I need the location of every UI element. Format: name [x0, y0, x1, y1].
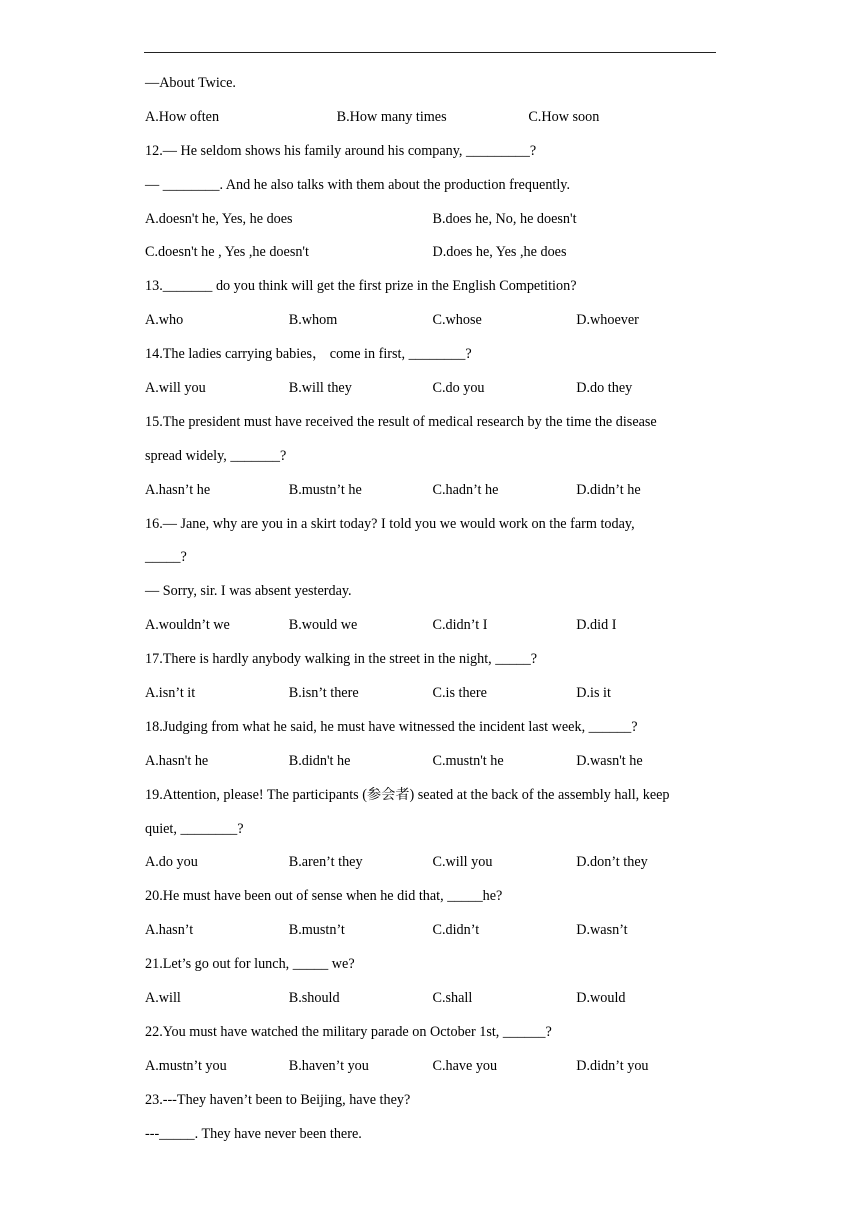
answer-option: A.mustn’t you — [145, 1057, 227, 1074]
answer-option: C.hadn’t he — [432, 481, 499, 498]
answer-option: A.doesn't he, Yes, he does — [145, 210, 293, 227]
answer-option: D.did I — [576, 617, 617, 634]
answer-option: C.do you — [432, 380, 485, 397]
answer-option: B.does he, No, he doesn't — [432, 210, 577, 227]
answer-option: B.haven’t you — [288, 1057, 369, 1074]
answer-options-row — [145, 917, 720, 951]
question-text-line: 14.The ladies carrying babies， come in first, ________? — [145, 346, 472, 363]
answer-option: B.whom — [288, 312, 338, 329]
answer-option: A.isn’t it — [145, 685, 196, 702]
question-text-line: 20.He must have been out of sense when he did that, _____he? — [145, 888, 503, 905]
answer-option: C.shall — [432, 990, 473, 1007]
question-text-line: 21.Let’s go out for lunch, _____ we? — [145, 956, 355, 973]
answer-option: B.How many times — [336, 108, 447, 125]
answer-option: B.will they — [288, 380, 352, 397]
answer-options-row — [145, 612, 720, 646]
answer-option: B.didn't he — [288, 752, 351, 769]
answer-option: A.hasn't he — [145, 752, 209, 769]
answer-options-row — [145, 375, 720, 409]
answer-option: C.mustn't he — [432, 752, 504, 769]
question-text-line: 15.The president must have received the result of medical research by the time the disease — [145, 413, 657, 430]
answer-options-row — [145, 104, 720, 138]
question-text-line: spread widely, _______? — [145, 447, 287, 464]
answer-options-row — [145, 477, 720, 511]
answer-option: B.isn’t there — [288, 685, 359, 702]
answer-options-row — [145, 239, 720, 273]
answer-options-row — [145, 985, 720, 1019]
answer-option: D.would — [576, 990, 626, 1007]
question-text-line: 13._______ do you think will get the first prize in the English Competition? — [145, 278, 577, 295]
answer-options-row — [145, 748, 720, 782]
question-text-line: 12.— He seldom shows his family around his company, _________? — [145, 142, 537, 159]
header-rule — [144, 52, 716, 53]
question-text-line: — ________. And he also talks with them about the production frequently. — [145, 176, 571, 193]
answer-option: A.will — [145, 990, 181, 1007]
answer-option: C.didn’t — [432, 922, 480, 939]
answer-option: D.whoever — [576, 312, 639, 329]
answer-option: B.aren’t they — [288, 854, 363, 871]
answer-options-row — [145, 206, 720, 240]
answer-option: B.mustn’t he — [288, 481, 362, 498]
question-text-line: ---_____. They have never been there. — [145, 1125, 362, 1142]
question-list — [145, 104, 720, 1155]
answer-option: A.will you — [145, 380, 206, 397]
question-text-line: _____? — [145, 549, 187, 566]
answer-option: C.will you — [432, 854, 493, 871]
answer-option: B.mustn’t — [288, 922, 345, 939]
answer-option: C.doesn't he , Yes ,he doesn't — [145, 244, 309, 261]
question-text-line: 17.There is hardly anybody walking in the street in the night, _____? — [145, 651, 538, 668]
question-text-line: 18.Judging from what he said, he must have witnessed the incident last week, ______? — [145, 718, 638, 735]
question-text-line: quiet, ________? — [145, 820, 244, 837]
answer-option: A.who — [145, 312, 184, 329]
answer-option: A.hasn’t he — [145, 481, 211, 498]
answer-option: D.is it — [576, 685, 611, 702]
answer-option: B.would we — [288, 617, 358, 634]
answer-option: C.How soon — [528, 108, 600, 125]
answer-options-row — [145, 680, 720, 714]
question-text-line: 23.---They haven’t been to Beijing, have they? — [145, 1091, 411, 1108]
question-text-line: 16.— Jane, why are you in a skirt today? I told you we would work on the farm today, — [145, 515, 635, 532]
answer-option: D.didn’t you — [576, 1057, 649, 1074]
question-text-line: 22.You must have watched the military parade on October 1st, ______? — [145, 1023, 552, 1040]
answer-option: C.have you — [432, 1057, 498, 1074]
answer-option: D.don’t they — [576, 854, 648, 871]
answer-options-row — [145, 1053, 720, 1087]
answer-line: —About Twice. — [145, 75, 236, 91]
answer-option: C.whose — [432, 312, 482, 329]
document-body — [145, 70, 720, 1155]
answer-option: A.wouldn’t we — [145, 617, 230, 634]
answer-option: A.How often — [145, 108, 220, 125]
question-text-line: 19.Attention, please! The participants (参会者) seated at the back of the assembly hall, keep — [145, 786, 670, 803]
answer-options-row — [145, 849, 720, 883]
answer-option: C.is there — [432, 685, 487, 702]
answer-option: D.wasn’t — [576, 922, 628, 939]
answer-options-row — [145, 307, 720, 341]
answer-option: C.didn’t I — [432, 617, 488, 634]
answer-option: B.should — [288, 990, 340, 1007]
answer-option: A.hasn’t — [145, 922, 194, 939]
answer-option: D.does he, Yes ,he does — [432, 244, 567, 261]
answer-option: D.didn’t he — [576, 481, 641, 498]
answer-option: D.wasn't he — [576, 752, 643, 769]
answer-option: A.do you — [145, 854, 198, 871]
answer-option: D.do they — [576, 380, 633, 397]
question-text-line: — Sorry, sir. I was absent yesterday. — [145, 583, 352, 600]
